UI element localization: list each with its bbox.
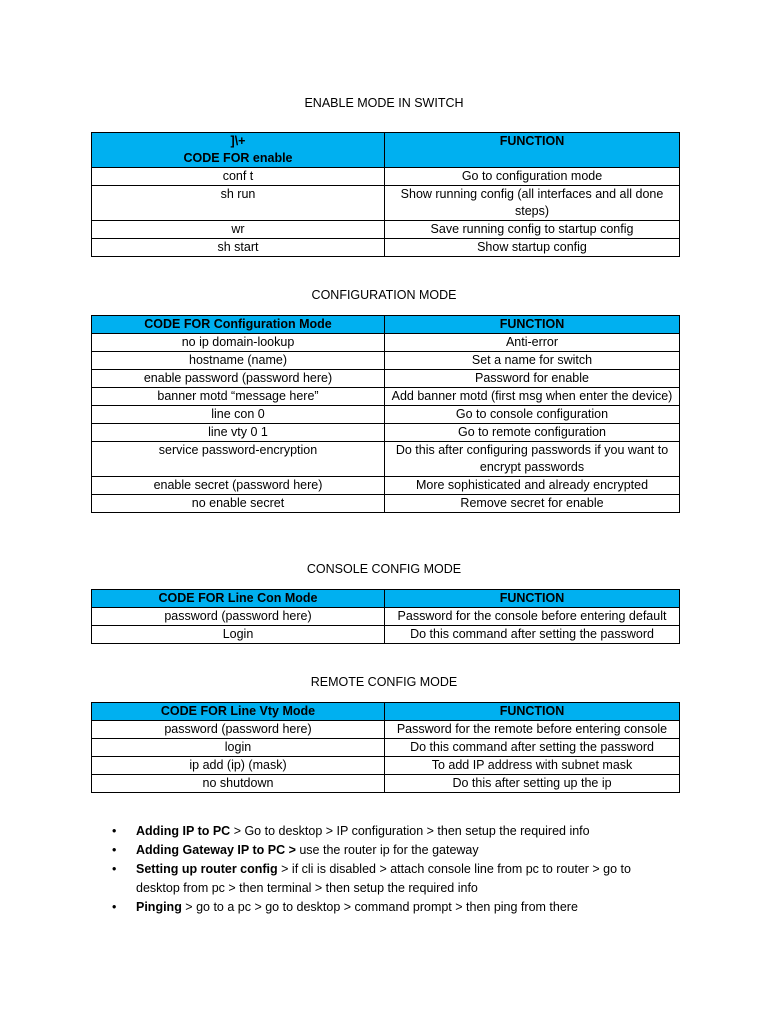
function-cell: Password for the console before entering default (385, 608, 680, 626)
column-header-function: FUNCTION (385, 590, 680, 608)
code-cell: login (92, 739, 385, 757)
remote-config-mode-title: REMOTE CONFIG MODE (310, 675, 458, 689)
column-header-function: FUNCTION (385, 316, 680, 334)
code-cell: line con 0 (92, 406, 385, 424)
function-cell: More sophisticated and already encrypted (385, 477, 680, 495)
note-bold: Adding IP to PC (136, 824, 231, 838)
column-header-function: FUNCTION (385, 703, 680, 721)
table-row (92, 739, 680, 757)
function-cell: Go to console configuration (385, 406, 680, 424)
function-cell: Save running config to startup config (385, 221, 680, 239)
column-header-code: CODE FOR Line Con Mode (92, 590, 385, 608)
enable-mode-title: ENABLE MODE IN SWITCH (304, 96, 464, 110)
bullet-icon: • (112, 843, 117, 857)
list-item (112, 860, 657, 898)
code-cell: sh run (92, 186, 385, 221)
table-row (92, 757, 680, 775)
bullet-icon: • (112, 900, 117, 914)
note-text: > if cli is disabled > attach console line from pc to router > go to desktop from pc > then terminal > then setup the required info (136, 862, 631, 895)
table-row (92, 626, 680, 644)
configuration-mode-title: CONFIGURATION MODE (311, 288, 457, 302)
function-cell: Do this command after setting the password (385, 626, 680, 644)
note-text: > Go to desktop > IP configuration > then setup the required info (230, 824, 590, 838)
table-header-row (92, 590, 680, 608)
table-row (92, 721, 680, 739)
function-cell: Go to configuration mode (385, 168, 680, 186)
code-cell: service password-encryption (92, 442, 385, 477)
code-cell: enable password (password here) (92, 370, 385, 388)
bullet-icon: • (112, 824, 117, 838)
code-cell: hostname (name) (92, 352, 385, 370)
list-item (112, 822, 657, 841)
code-cell: line vty 0 1 (92, 424, 385, 442)
table-row (92, 334, 680, 352)
function-cell: Set a name for switch (385, 352, 680, 370)
code-cell: banner motd “message here” (92, 388, 385, 406)
enable-mode-table (91, 132, 680, 257)
note-bold: Adding Gateway IP to PC > (136, 843, 296, 857)
table-row (92, 424, 680, 442)
table-header-row (92, 703, 680, 721)
code-cell: no enable secret (92, 495, 385, 513)
console-config-mode-title: CONSOLE CONFIG MODE (306, 562, 462, 576)
column-header-function: FUNCTION (385, 133, 680, 168)
function-cell: Password for the remote before entering console (385, 721, 680, 739)
table-header-row (92, 316, 680, 334)
function-cell: Show running config (all interfaces and all done steps) (385, 186, 680, 221)
list-item (112, 841, 657, 860)
table-row (92, 388, 680, 406)
table-row (92, 775, 680, 793)
code-cell: enable secret (password here) (92, 477, 385, 495)
header-code-line2: CODE FOR enable (183, 151, 293, 165)
code-cell: ip add (ip) (mask) (92, 757, 385, 775)
code-cell: no shutdown (92, 775, 385, 793)
note-bold: Pinging (136, 900, 182, 914)
function-cell: Password for enable (385, 370, 680, 388)
bullet-icon: • (112, 862, 117, 876)
table-row (92, 608, 680, 626)
code-cell: sh start (92, 239, 385, 257)
header-code-line1: ]\+ (230, 134, 246, 148)
table-row (92, 370, 680, 388)
configuration-mode-table (91, 315, 680, 513)
code-cell: conf t (92, 168, 385, 186)
function-cell: To add IP address with subnet mask (385, 757, 680, 775)
note-text: use the router ip for the gateway (295, 843, 479, 857)
remote-config-mode-table (91, 702, 680, 793)
table-row (92, 239, 680, 257)
function-cell: Remove secret for enable (385, 495, 680, 513)
code-cell: wr (92, 221, 385, 239)
function-cell: Add banner motd (first msg when enter the device) (385, 388, 680, 406)
column-header-code (92, 133, 385, 168)
table-row (92, 168, 680, 186)
code-cell: no ip domain-lookup (92, 334, 385, 352)
function-cell: Do this command after setting the password (385, 739, 680, 757)
function-cell: Show startup config (385, 239, 680, 257)
table-row (92, 352, 680, 370)
table-row (92, 406, 680, 424)
notes-list (112, 822, 657, 917)
function-cell: Do this after setting up the ip (385, 775, 680, 793)
function-cell: Do this after configuring passwords if you want to encrypt passwords (385, 442, 680, 477)
list-item (112, 898, 657, 917)
table-row (92, 495, 680, 513)
note-text: > go to a pc > go to desktop > command prompt > then ping from there (181, 900, 578, 914)
table-row (92, 477, 680, 495)
function-cell: Go to remote configuration (385, 424, 680, 442)
note-bold: Setting up router config (136, 862, 278, 876)
code-cell: password (password here) (92, 721, 385, 739)
function-cell: Anti-error (385, 334, 680, 352)
code-cell: Login (92, 626, 385, 644)
table-row (92, 186, 680, 221)
column-header-code: CODE FOR Configuration Mode (92, 316, 385, 334)
table-header-row (92, 133, 680, 168)
console-config-mode-table (91, 589, 680, 644)
table-row (92, 221, 680, 239)
column-header-code: CODE FOR Line Vty Mode (92, 703, 385, 721)
code-cell: password (password here) (92, 608, 385, 626)
table-row (92, 442, 680, 477)
